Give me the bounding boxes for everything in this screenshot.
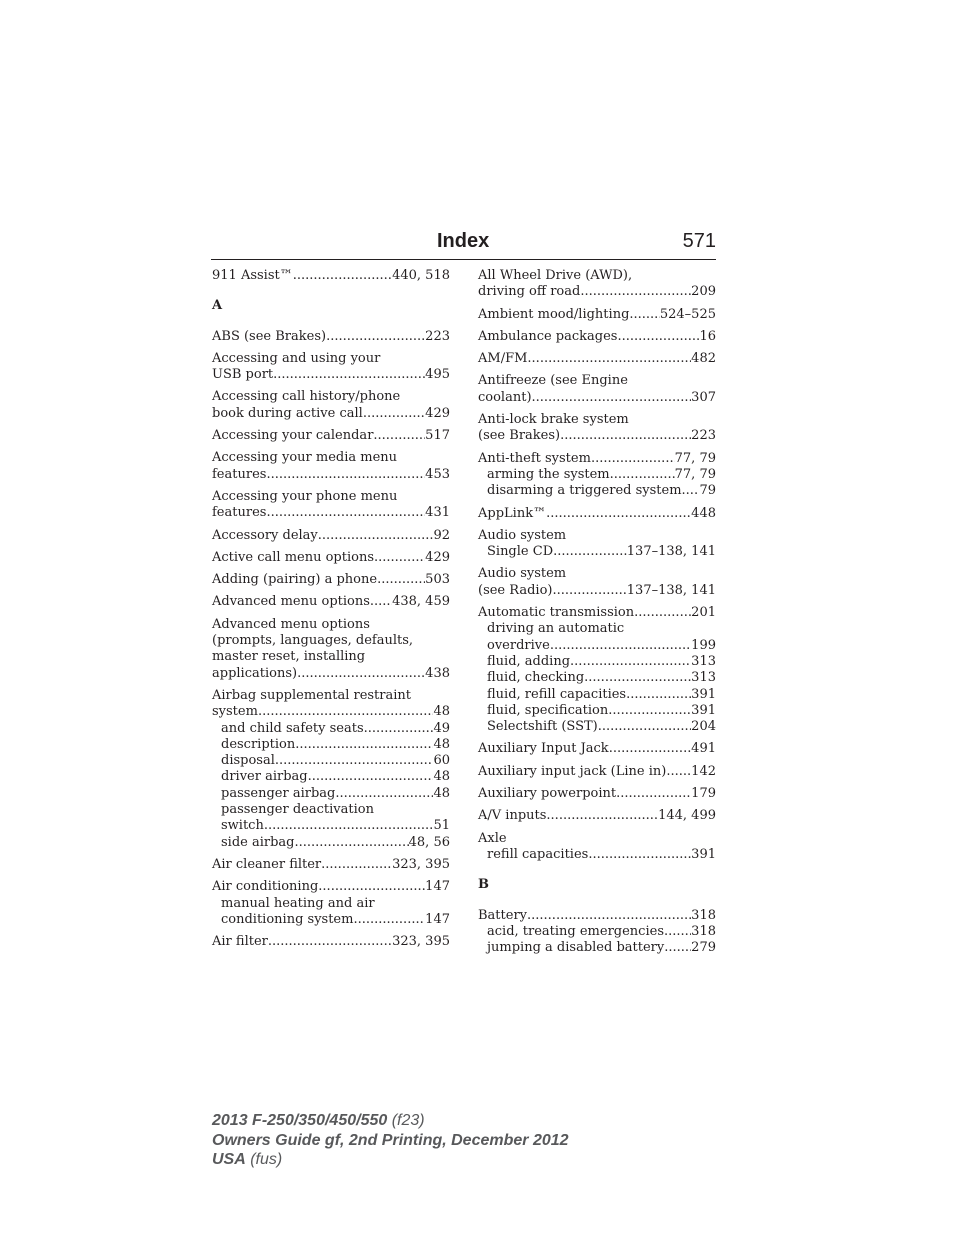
dot-leader [370,594,392,610]
dot-leader [664,940,691,956]
dot-leader [264,818,434,834]
index-subentry-line [212,737,450,753]
index-entry [212,550,450,566]
index-term: Air filter [212,934,268,950]
page-reference: 48 [433,736,450,752]
dot-leader [610,467,675,483]
index-subentry-line [212,818,450,834]
index-entry [478,786,716,802]
page-reference: 313 [691,653,716,669]
dot-leader [527,908,691,924]
index-subentry-line [478,687,716,703]
index-term: arming the system [487,466,610,482]
index-subentry-line [212,769,450,785]
page-title: Index [437,230,490,252]
index-subentry-line [212,753,450,769]
index-entry-line [212,268,450,284]
page-reference: 48, 56 [408,834,450,850]
page-reference: 77, 79 [674,466,716,482]
index-entry-line [212,879,450,895]
dot-leader [553,544,627,560]
index-term: jumping a disabled battery [487,940,665,956]
page-reference: 313 [691,670,716,686]
dot-leader [321,857,392,873]
index-term: fluid, adding [487,653,571,669]
dot-leader [295,737,433,753]
index-term: (prompts, languages, defaults, [212,633,414,649]
dot-leader [570,654,691,670]
index-subentry-line [478,483,716,499]
index-entry [212,389,450,422]
index-entry [478,605,716,735]
dot-leader [326,329,425,345]
dot-leader [308,769,434,785]
index-term: Selectshift (SST) [487,719,598,735]
index-entry [478,741,716,757]
page-reference: 48 [433,704,450,720]
index-term: book during active call [212,405,363,421]
index-entry-line [212,528,450,544]
index-entry [478,351,716,367]
page-number: 571 [682,230,716,252]
footer-guide: Owners Guide gf, 2nd Printing, December 2012 [212,1131,569,1149]
index-entry-line [212,505,450,521]
index-term: disarming a triggered system [487,483,682,499]
index-term: AppLink™ [478,505,547,521]
index-entry-line [478,390,716,406]
index-term: driving an automatic [487,621,625,637]
index-term: features [212,505,267,521]
page-reference: 431 [425,505,450,521]
index-subentry-line [212,835,450,851]
index-term: features [212,466,267,482]
dot-leader [273,367,425,383]
dot-leader [318,879,425,895]
footer-region-code: (fus) [245,1151,283,1168]
index-entry [478,373,716,406]
index-term: Air cleaner filter [212,856,322,872]
dot-leader [532,390,692,406]
index-subentry-line [478,544,716,560]
index-term: Accessing your calendar [212,428,374,444]
dot-leader [364,721,434,737]
index-entry-line [478,808,716,824]
footer-region-line [212,1150,569,1170]
index-entry [212,934,450,950]
page-reference: 48 [433,785,450,801]
page-reference: 429 [425,549,450,565]
dot-leader [374,550,425,566]
index-column-left [212,268,450,956]
footer-model: 2013 F-250/350/450/550 [212,1112,388,1129]
index-term: ABS (see Brakes) [212,328,327,344]
dot-leader [268,934,392,950]
index-subentry-line [478,847,716,863]
index-term: Advanced menu options [212,594,370,610]
index-term: fluid, checking [487,670,585,686]
index-term: conditioning system [221,911,354,927]
dot-leader [373,428,425,444]
index-entry-line [478,908,716,924]
index-subentry-line [478,654,716,670]
index-entry-line [478,605,716,621]
index-term: driver airbag [221,769,308,785]
index-entry [478,329,716,345]
page-reference: 453 [425,466,450,482]
index-subentry-line [478,719,716,735]
page-reference: 491 [691,741,716,757]
dot-leader [266,505,425,521]
index-entry-line [478,428,716,444]
dot-leader [588,847,691,863]
dot-leader [550,638,691,654]
index-entry [212,268,450,284]
page-reference: 204 [691,719,716,735]
dot-leader [546,808,658,824]
index-entry [478,566,716,599]
index-term: driving off road [478,284,581,300]
index-entry [212,450,450,483]
page-reference: 318 [691,907,716,923]
page-reference: 391 [691,846,716,862]
page-reference: 391 [691,686,716,702]
index-entry-line [212,572,450,588]
page-reference: 391 [691,702,716,718]
page-reference: 179 [691,786,716,802]
page-reference: 223 [691,428,716,444]
page-reference: 79 [699,483,716,499]
index-entry-line [212,329,450,345]
index-term: Anti-lock brake system [478,412,629,428]
index-entry-line [478,451,716,467]
index-entry [212,572,450,588]
index-term: AM/FM [478,351,528,367]
footer-guide-line [212,1131,569,1151]
index-term: coolant) [478,389,532,405]
page-reference: 147 [425,911,450,927]
index-entry [212,617,450,682]
page-reference: 482 [691,351,716,367]
index-term: Auxiliary powerpoint [478,786,617,802]
page-reference: 503 [425,572,450,588]
page-reference: 223 [425,328,450,344]
dot-leader [335,786,433,802]
index-entry-line [212,428,450,444]
page-reference: 137–138, 141 [626,544,716,560]
index-term: A/V inputs [478,808,547,824]
index-term: applications) [212,665,298,681]
index-term: Accessing and using your [212,350,381,366]
index-term: passenger deactivation [221,802,374,818]
index-term: Accessing your phone menu [212,488,398,504]
page-reference: 144, 499 [658,808,716,824]
page-reference: 279 [691,940,716,956]
page-reference: 209 [691,284,716,300]
index-letter-heading: B [478,877,489,893]
page-reference: 51 [433,818,450,834]
dot-leader [598,719,691,735]
dot-leader [297,666,425,682]
dot-leader [527,351,691,367]
dot-leader [560,428,691,444]
page-reference: 137–138, 141 [626,582,716,598]
index-entry-line [212,594,450,610]
index-term: Auxiliary Input Jack [478,741,609,757]
index-term: refill capacities [487,846,589,862]
dot-leader [363,406,425,422]
index-term: fluid, specification [487,702,609,718]
index-entry [478,831,716,864]
index-subentry-line [478,924,716,940]
page-reference: 147 [425,879,450,895]
index-entry [212,528,450,544]
page-reference: 142 [691,763,716,779]
index-entry-line [212,406,450,422]
index-term: and child safety seats [221,720,364,736]
index-term: 911 Assist™ [212,268,293,283]
index-entry-line [478,307,716,323]
dot-leader [584,670,691,686]
index-term: Battery [478,907,528,923]
dot-leader [609,741,691,757]
dot-leader [608,703,691,719]
dot-leader [275,753,434,769]
index-term: Antifreeze (see Engine [478,373,628,389]
index-entry [478,506,716,522]
page-reference: 517 [425,428,450,444]
dot-leader [629,307,659,323]
index-entry [212,857,450,873]
index-entry [212,879,450,928]
page-reference: 429 [425,405,450,421]
index-term: Active call menu options [212,549,374,565]
index-subentry-line [478,638,716,654]
index-entry [478,808,716,824]
dot-leader [664,924,691,940]
footer-region: USA [212,1151,246,1168]
index-entry-line [212,367,450,383]
index-term: overdrive [487,637,550,653]
page-reference: 92 [433,527,450,543]
index-entry-line [478,764,716,780]
index-term: switch [221,818,264,834]
index-term: All Wheel Drive (AWD), [478,268,633,283]
page-reference: 440, 518 [392,268,450,283]
index-entry-line [212,934,450,950]
index-term: Accessing call history/phone [212,389,401,405]
dot-leader [591,451,675,467]
dot-leader [580,284,691,300]
index-term: acid, treating emergencies [487,923,664,939]
index-entry-line [478,786,716,802]
index-term: Automatic transmission [478,605,635,621]
index-term: (see Brakes) [478,428,561,444]
page-reference: 16 [699,328,716,344]
dot-leader [634,605,691,621]
page-reference: 438, 459 [392,594,450,610]
dot-leader [353,912,425,928]
index-entry [478,528,716,561]
dot-leader [266,467,425,483]
index-entry [212,489,450,522]
dot-leader [295,835,409,851]
index-column-right [478,268,716,962]
index-entry [478,412,716,445]
index-entry [478,451,716,500]
page-reference: 77, 79 [674,450,716,466]
dot-leader [258,704,434,720]
page-reference: 199 [691,637,716,653]
dot-leader [293,268,392,284]
index-term: description [221,736,296,752]
index-entry-line [212,467,450,483]
index-entry [478,764,716,780]
index-entry-line [478,741,716,757]
page-reference: 318 [691,923,716,939]
page-reference: 495 [425,367,450,383]
index-entry-line [478,506,716,522]
index-term: Advanced menu options [212,616,370,632]
index-entry-line [478,284,716,300]
index-entry-line [478,583,716,599]
page-reference: 323, 395 [392,934,450,950]
index-letter-heading: A [212,298,223,314]
index-term: Audio system [478,566,567,582]
dot-leader [682,483,700,499]
index-entry-line [478,329,716,345]
index-term: Airbag supplemental restraint [212,687,412,703]
index-term: Ambulance packages [478,328,618,344]
page-reference: 60 [433,753,450,769]
index-term: Single CD [487,544,554,560]
page-reference: 524–525 [659,306,716,322]
index-subentry-line [212,786,450,802]
index-subentry-line [478,670,716,686]
index-term: USB port [212,367,274,383]
index-term: Accessing your media menu [212,450,398,466]
index-term: disposal [221,753,275,769]
page-header [211,229,716,260]
index-entry [212,594,450,610]
page-reference: 49 [433,720,450,736]
index-entry [212,428,450,444]
index-term: manual heating and air [221,895,375,911]
index-entry-line [478,351,716,367]
index-entry-line [212,704,450,720]
index-term: Ambient mood/lighting [478,306,630,322]
index-entry [478,307,716,323]
index-term: system [212,704,258,720]
dot-leader [616,786,691,802]
footer-model-line [212,1111,569,1131]
index-term: Accessory delay [212,527,318,543]
index-entry [212,329,450,345]
dot-leader [626,687,691,703]
page-reference: 307 [691,389,716,405]
page-reference: 201 [691,605,716,621]
dot-leader [318,528,434,544]
index-subentry-line [212,721,450,737]
page-reference: 448 [691,505,716,521]
index-term: passenger airbag [221,785,336,801]
dot-leader [377,572,425,588]
index-entry-line [212,550,450,566]
index-subentry-line [478,467,716,483]
index-term: Adding (pairing) a phone [212,572,378,588]
index-subentry-line [212,912,450,928]
index-term: Air conditioning [212,879,319,895]
index-term: Auxiliary input jack (Line in) [478,763,667,779]
index-entry-line [212,666,450,682]
index-term: side airbag [221,834,295,850]
index-term: Audio system [478,527,567,543]
index-term: master reset, installing [212,649,366,665]
dot-leader [552,583,626,599]
index-subentry-line [478,703,716,719]
dot-leader [617,329,699,345]
index-entry-line [212,857,450,873]
index-term: (see Radio) [478,582,553,598]
dot-leader [546,506,691,522]
dot-leader [666,764,691,780]
index-term: fluid, refill capacities [487,686,627,702]
footer-model-code: (f23) [387,1112,425,1129]
index-entry [478,908,716,957]
page-reference: 438 [425,665,450,681]
page-reference: 323, 395 [392,856,450,872]
index-subentry-line [478,940,716,956]
index-term: Anti-theft system [478,450,591,466]
page-reference: 48 [433,769,450,785]
index-entry [212,688,450,851]
document-footer [212,1111,569,1170]
index-entry [212,351,450,384]
index-term: Axle [478,830,507,846]
index-entry [478,268,716,301]
